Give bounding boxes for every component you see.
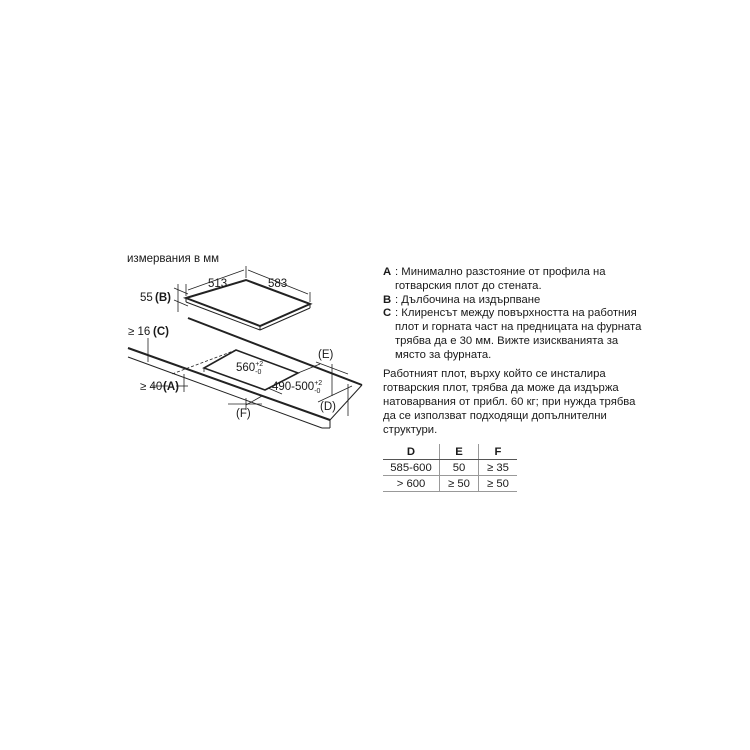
column-header-d: D xyxy=(383,444,440,460)
label-513: 513 xyxy=(208,278,228,290)
dimension-table xyxy=(383,444,517,492)
note-key: B xyxy=(383,293,392,306)
diagram-heading: измервания в мм xyxy=(127,253,220,265)
note-key: A xyxy=(383,266,392,278)
table-cell: ≥ 50 xyxy=(440,476,479,492)
label-40: ≥ 40 xyxy=(140,381,163,393)
table-row xyxy=(383,460,517,476)
key-e: (E) xyxy=(318,349,334,361)
table-header-row xyxy=(383,444,517,460)
label-16: ≥ 16 xyxy=(128,326,151,338)
key-d: (D) xyxy=(320,401,336,413)
note-text: : Минимално разстояние от профила на готварския плот до стената. xyxy=(395,266,606,292)
note-key: C xyxy=(383,307,392,320)
key-f: (F) xyxy=(236,408,251,420)
table-cell: > 600 xyxy=(383,476,440,492)
label-55: 55 xyxy=(140,292,153,304)
note-text: : Дълбочина на издърпване xyxy=(395,293,541,306)
note-a xyxy=(383,266,643,294)
legend-notes xyxy=(383,266,643,363)
table-cell: 50 xyxy=(440,460,479,476)
key-c: (C) xyxy=(153,326,169,338)
note-c xyxy=(383,307,643,362)
column-header-f: F xyxy=(479,444,518,460)
table-cell: 585-600 xyxy=(383,460,440,476)
table-cell: ≥ 35 xyxy=(479,460,518,476)
key-b: (B) xyxy=(155,292,171,304)
table-cell: ≥ 50 xyxy=(479,476,518,492)
column-header-e: E xyxy=(440,444,479,460)
label-560: $560^{+2}$ -0 xyxy=(236,361,264,376)
key-a: (A) xyxy=(163,381,179,393)
load-requirement-text: Работният плот, върху който се инсталира готварския плот, трябва да може да издържа натоварвания от прибл. 60 кг; при нужда трябва да се използват подходящи допълнителни структури. xyxy=(383,368,636,436)
table-row xyxy=(383,476,517,492)
label-490-500: $490-500^{+2}$ -0 xyxy=(272,380,323,395)
note-b xyxy=(383,294,643,308)
note-text: : Клиренсът между повърхността на работния плот и горната част на предницата на фурната трябва да е 30 мм. Вижте изискванията за място за фурната. xyxy=(395,307,642,361)
label-583: 583 xyxy=(268,278,288,290)
